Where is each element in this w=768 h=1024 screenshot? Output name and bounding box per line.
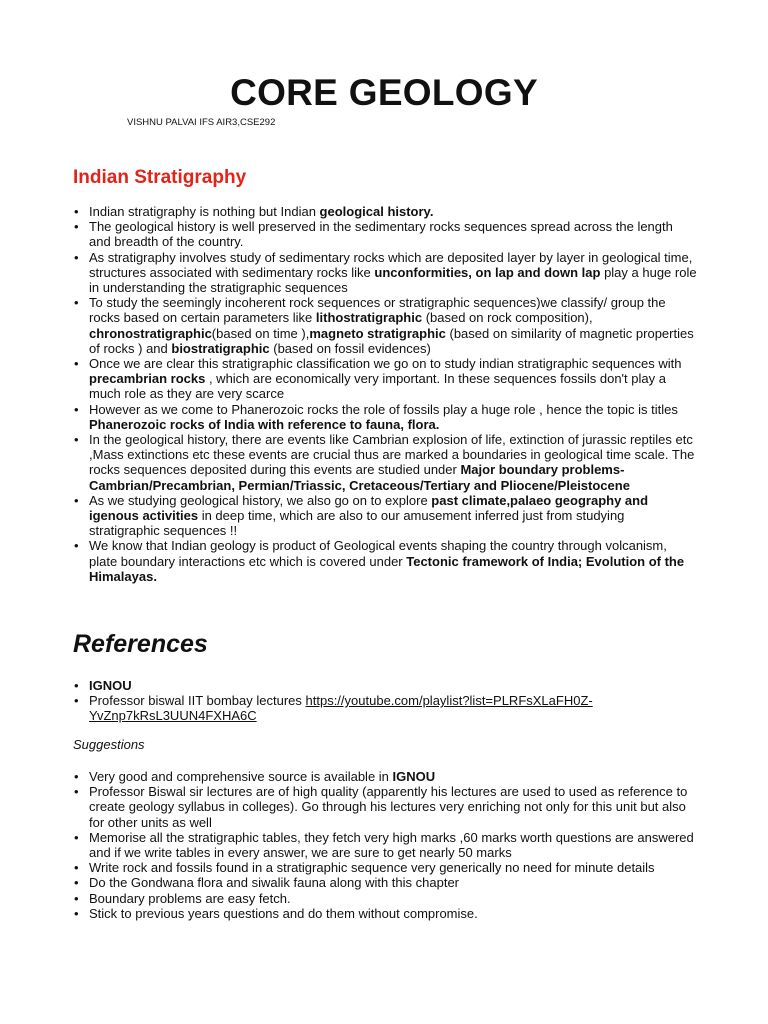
list-item: [73, 538, 698, 584]
stratigraphy-bullet-list: [73, 204, 698, 584]
text-run: Memorise all the stratigraphic tables, they fetch very high marks ,60 marks worth questions are answered and if we write tables in every answer, we are sure to get nearly 50 marks: [89, 829, 694, 861]
list-item: [73, 830, 698, 860]
bold-text: Major boundary problems- Cambrian/Precambrian, Permian/Triassic, Cretaceous/Tertiary and Pliocene/Pleistocene: [89, 462, 630, 493]
bold-text: IGNOU: [89, 678, 132, 693]
list-item: [73, 219, 698, 249]
list-item: [73, 678, 698, 693]
text-run: Write rock and fossils found in a stratigraphic sequence very generically no need for minute details: [89, 860, 655, 876]
text-run: In the geological history, there are events like Cambrian explosion of life, extinction of jurassic reptiles etc ,Mass extinctions etc these events are crucial thus are marked a boundaries in geological time scale. The rocks sequences deposited during this events are studied under: [89, 432, 695, 478]
page-title: CORE GEOLOGY: [230, 72, 538, 113]
list-item: [73, 250, 698, 296]
text-run: Boundary problems are easy fetch.: [89, 890, 291, 906]
text-run: (based on fossil evidences): [269, 340, 431, 356]
list-item: [73, 295, 698, 356]
text-run: in deep time, which are also to our amusement inferred just from studying stratigraphic sequences !!: [89, 508, 625, 539]
section-heading-indian-stratigraphy: Indian Stratigraphy: [73, 167, 247, 188]
list-item: [73, 356, 698, 402]
list-item: [73, 402, 698, 432]
text-run: We know that Indian geology is product of Geological events shaping the country through volcanism, plate boundary interactions etc which is covered under: [89, 538, 667, 569]
text-run: Stick to previous years questions and do them without compromise.: [89, 905, 478, 921]
text-run: However as we come to Phanerozoic rocks the role of fossils play a huge role , hence the topic is titles: [89, 401, 678, 417]
bold-text: IGNOU: [392, 769, 436, 784]
text-run: Once we are clear this stratigraphic classification we go on to study indian stratigraphic sequences with: [89, 356, 682, 372]
list-item: [73, 432, 698, 493]
bold-text: unconformities, on lap and down lap: [374, 264, 601, 280]
bold-text: Phanerozoic rocks of India with reference to fauna, flora.: [89, 416, 440, 432]
text-run: , which are economically very important. In these sequences fossils don't play a much role as they are very scarce: [89, 371, 666, 402]
list-item: [73, 891, 698, 906]
bold-text: Tectonic framework of India; Evolution of the Himalayas.: [89, 553, 685, 584]
list-item: [73, 769, 698, 784]
bold-text: past climate,palaeo geography and igenous activities: [89, 492, 649, 524]
list-item: [73, 875, 698, 890]
suggestions-bullet-list: [73, 769, 698, 921]
playlist-link[interactable]: https://youtube.com/playlist?list=PLRFsXLaFH0Z-YvZnp7kRsL3UUN4FXHA6C: [89, 693, 593, 724]
text-run: As we studying geological history, we also go on to explore: [89, 492, 432, 508]
text-run: The geological history is well preserved in the sedimentary rocks sequences spread across the length and breadth of the country.: [89, 219, 673, 250]
bold-text: lithostratigraphic: [315, 310, 423, 326]
list-item: [73, 693, 698, 723]
text-run: Do the Gondwana flora and siwalik fauna along with this chapter: [89, 875, 459, 891]
list-item: [73, 784, 698, 830]
text-run: Professor biswal IIT bombay lectures: [89, 693, 306, 709]
text-run: play a huge role in understanding the stratigraphic sequences: [89, 264, 697, 296]
text-run: Indian stratigraphy is nothing but Indian: [89, 204, 320, 219]
list-item: [73, 906, 698, 921]
section-heading-references: References: [73, 630, 208, 658]
bold-text: biostratigraphic: [171, 340, 270, 356]
author-line: VISHNU PALVAI IFS AIR3,CSE292: [127, 117, 276, 128]
suggestions-label: Suggestions: [73, 737, 145, 752]
list-item: [73, 493, 698, 539]
list-item: [73, 860, 698, 875]
text-run: As stratigraphy involves study of sedimentary rocks which are deposited layer by layer in geological time, structures associated with sedimentary rocks like: [89, 249, 693, 280]
text-run: To study the seemingly incoherent rock sequences or stratigraphic sequences)we classify/ group the rocks based on certain parameters like: [89, 295, 666, 326]
references-bullet-list: [73, 678, 698, 724]
text-run: (based on rock composition),: [422, 310, 593, 326]
list-item: [73, 204, 698, 219]
bold-text: chronostratigraphic: [89, 325, 212, 341]
text-run: Professor Biswal sir lectures are of high quality (apparently his lectures are used to used as reference to create geology syllabus in colleges). Go through his lectures very enriching not only for this unit but also for other units as well: [89, 784, 688, 830]
bold-text: magneto stratigraphic: [309, 325, 446, 341]
text-run: (based on similarity of magnetic properties of rocks ) and: [89, 325, 694, 356]
bold-text: precambrian rocks: [89, 371, 206, 387]
text-run: (based on time ),: [211, 325, 310, 341]
bold-text: geological history.: [319, 204, 434, 219]
text-run: Very good and comprehensive source is available in: [89, 769, 393, 784]
